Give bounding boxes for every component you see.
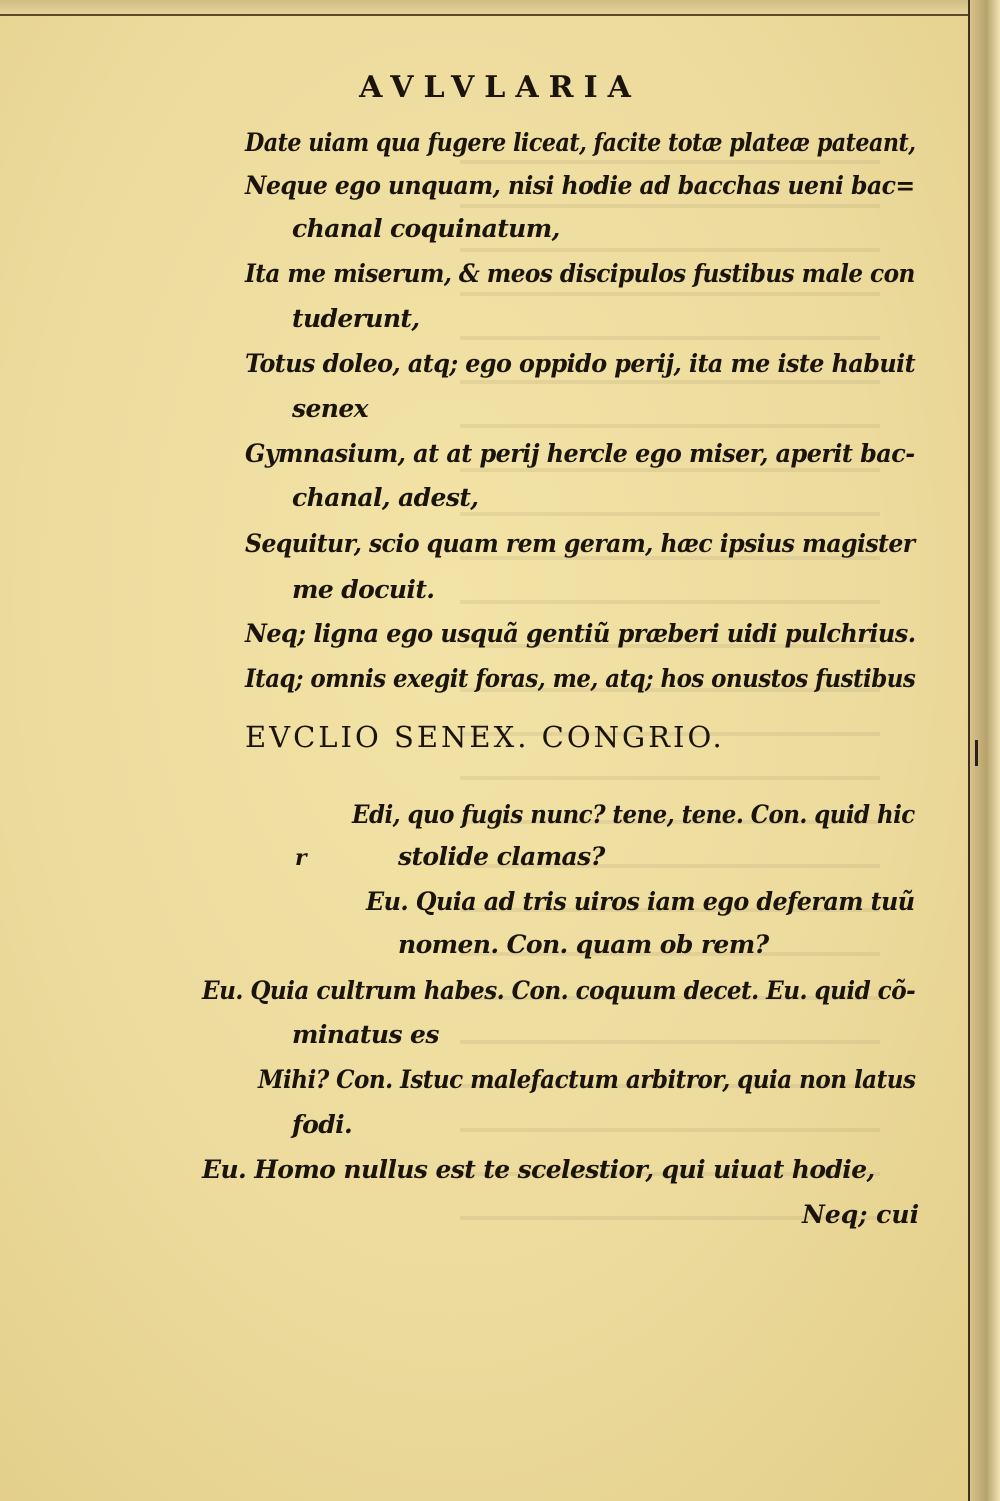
text-line: tuderunt, [292,304,420,333]
catchword: Neq; cui [802,1200,920,1229]
running-head: AVLVLARIA [359,70,641,105]
text-line: Totus doleo, atq; ego oppido perij, ita me iste habuit [245,349,916,378]
text-line: me docuit. [292,575,435,604]
page-top-edge [0,0,1000,16]
dialogue-line: stolide clamas? [398,842,605,871]
text-line: Gymnasium, at at perij hercle ego miser, aperit bac- [245,439,915,468]
scene-heading: EVCLIO SENEX. CONGRIO. [245,720,725,754]
text-line: Ita me miserum, & meos discipulos fustibus male con [245,259,915,288]
dialogue-line: minatus es [292,1020,439,1049]
dialogue-line: Edi, quo fugis nunc? tene, tene. Con. quid hic [352,800,915,829]
text-line: senex [292,394,368,423]
dialogue-line: Eu. Quia ad tris uiros iam ego deferam tuũ [366,887,915,916]
dialogue-line: fodi. [292,1110,353,1139]
text-line: Date uiam qua fugere liceat, facite totæ plateæ pateant, [245,128,916,157]
text-line: chanal, adest, [292,483,479,512]
text-line: Sequitur, scio quam rem geram, hæc ipsius magister [245,529,915,558]
text-line: Neq; ligna ego usquã gentiũ præberi uidi pulchrius. [245,619,916,648]
text-line: chanal coquinatum, [292,214,560,243]
dialogue-line: Eu. Homo nullus est te scelestior, qui uiuat hodie, [202,1155,875,1184]
dialogue-line: Eu. Quia cultrum habes. Con. coquum decet. Eu. quid cõ- [202,976,916,1005]
margin-mark: r [295,845,307,871]
dialogue-line: nomen. Con. quam ob rem? [398,930,769,959]
text-line: Itaq; omnis exegit foras, me, atq; hos onustos fustibus [245,664,916,693]
edge-mark [975,740,978,766]
page-gutter-edge [968,0,1000,1501]
text-line: Neque ego unquam, nisi hodie ad bacchas ueni bac= [245,171,915,200]
dialogue-line: Mihi? Con. Istuc malefactum arbitror, quia non latus [258,1065,916,1094]
